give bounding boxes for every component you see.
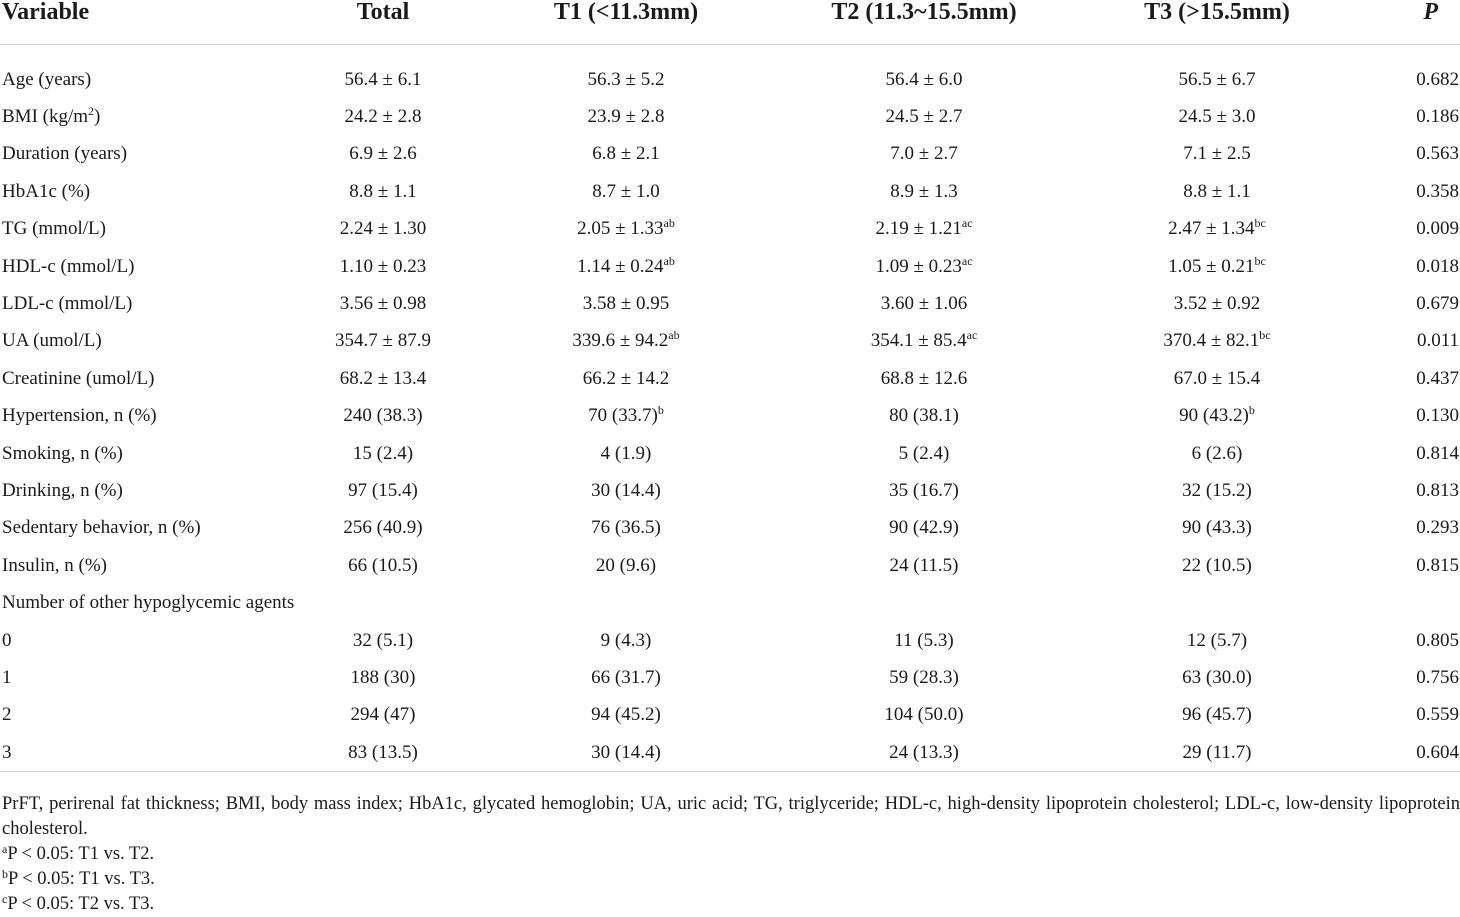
label-text: Duration (years): [2, 143, 128, 165]
cell-total: [283, 510, 483, 547]
cell-value: 294 (47): [350, 704, 416, 726]
cell-t1: [483, 173, 769, 210]
row-label: [0, 510, 283, 547]
cell-value: 67.0 ± 15.4: [1173, 367, 1261, 389]
row-label: [0, 659, 283, 696]
cell-value: 6.9 ± 2.6: [349, 143, 417, 165]
cell-total: [283, 211, 483, 248]
label-text: 1: [2, 666, 12, 688]
row-label: [0, 173, 283, 210]
cell-value: 240 (38.3): [343, 405, 423, 427]
label-text: HbA1c (%): [2, 180, 91, 202]
label-text: Drinking, n (%): [2, 479, 123, 501]
cell-total: [283, 61, 483, 98]
cell-p-value: [1355, 323, 1460, 360]
cell-total: [283, 697, 483, 734]
cell-p-value: [1355, 173, 1460, 210]
table-row: [0, 285, 1460, 322]
row-label: [0, 398, 283, 435]
p-value: 0.756: [1416, 666, 1459, 688]
header-t1: T1 (<11.3mm): [483, 0, 769, 45]
p-value: 0.563: [1416, 143, 1459, 165]
cell-p-value: [1355, 211, 1460, 248]
cell-t3: [1079, 173, 1355, 210]
significance-mark: bc: [1254, 216, 1266, 231]
table-row: [0, 659, 1460, 696]
footnote-a: [2, 842, 1460, 867]
significance-mark: bc: [1254, 253, 1266, 268]
p-value: 0.018: [1416, 255, 1459, 277]
footnote-b: [2, 867, 1460, 892]
cell-t1: [483, 248, 769, 285]
cell-value: 339.6 ± 94.2: [572, 330, 669, 352]
row-label: [0, 547, 283, 584]
cell-t3: [1079, 61, 1355, 98]
cell-p-value: [1355, 472, 1460, 509]
cell-t3: [1079, 285, 1355, 322]
cell-t3: [1079, 622, 1355, 659]
cell-t2: [769, 323, 1079, 360]
cell-t1: [483, 61, 769, 98]
cell-t2: [769, 98, 1079, 135]
cell-t3: [1079, 697, 1355, 734]
cell-value: 2.19 ± 1.21: [875, 218, 962, 240]
cell-value: 97 (15.4): [348, 479, 418, 501]
cell-t1: [483, 734, 769, 772]
cell-value: 1.14 ± 0.24: [577, 255, 664, 277]
row-label: [0, 472, 283, 509]
cell-value: 4 (1.9): [600, 442, 652, 464]
cell-p-value: [1355, 248, 1460, 285]
cell-t1: [483, 472, 769, 509]
p-value: 0.186: [1416, 106, 1459, 128]
cell-t1: [483, 136, 769, 173]
cell-value: 2.05 ± 1.33: [577, 218, 664, 240]
cell-value: 76 (36.5): [591, 517, 661, 539]
cell-t1: [483, 211, 769, 248]
cell-p-value: [1355, 697, 1460, 734]
cell-p-value: [1355, 622, 1460, 659]
table-header: [0, 0, 1460, 45]
cell-value: 8.8 ± 1.1: [1183, 180, 1251, 202]
cell-t1: [483, 360, 769, 397]
cell-value: 7.0 ± 2.7: [890, 143, 958, 165]
cell-t1: [483, 398, 769, 435]
group-label: Number of other hypoglycemic agents: [2, 592, 295, 614]
cell-value: 23.9 ± 2.8: [587, 106, 665, 128]
cell-value: 24.5 ± 2.7: [885, 106, 963, 128]
header-row: [0, 0, 1460, 45]
cell-t3: [1079, 659, 1355, 696]
cell-value: 63 (30.0): [1182, 666, 1252, 688]
cell-t2: [769, 659, 1079, 696]
significance-mark: ab: [663, 216, 675, 231]
cell-value: 2.47 ± 1.34: [1168, 218, 1255, 240]
cell-t3: [1079, 734, 1355, 772]
label-text: Sedentary behavior, n (%): [2, 517, 201, 539]
footnote-mark: c: [2, 892, 8, 906]
label-text: 2: [2, 704, 12, 726]
cell-value: 29 (11.7): [1182, 741, 1252, 763]
row-label: [0, 98, 283, 135]
row-label: [0, 136, 283, 173]
cell-value: 96 (45.7): [1182, 704, 1252, 726]
cell-total: [283, 173, 483, 210]
row-label: [0, 211, 283, 248]
table-row: [0, 472, 1460, 509]
cell-t2: [769, 360, 1079, 397]
cell-value: 354.1 ± 85.4: [870, 330, 967, 352]
cell-value: 80 (38.1): [889, 405, 959, 427]
cell-total: [283, 136, 483, 173]
p-value: 0.009: [1416, 218, 1459, 240]
header-spacer: [0, 45, 1460, 62]
table-row: [0, 323, 1460, 360]
table-row: [0, 734, 1460, 772]
cell-t2: [769, 734, 1079, 772]
cell-t2: [769, 136, 1079, 173]
cell-value: 8.9 ± 1.3: [890, 180, 958, 202]
significance-mark: b: [657, 403, 664, 418]
significance-mark: b: [1248, 403, 1255, 418]
cell-value: 3.52 ± 0.92: [1173, 293, 1261, 315]
cell-total: [283, 547, 483, 584]
cell-t2: [769, 510, 1079, 547]
p-value: 0.130: [1416, 405, 1459, 427]
header-p-value: P: [1355, 0, 1460, 45]
cell-value: 6.8 ± 2.1: [592, 143, 660, 165]
cell-total: [283, 435, 483, 472]
cell-value: 32 (5.1): [352, 629, 414, 651]
cell-total: [283, 323, 483, 360]
header-t3: T3 (>15.5mm): [1079, 0, 1355, 45]
row-label: [0, 697, 283, 734]
cell-total: [283, 248, 483, 285]
cell-value: 56.4 ± 6.0: [885, 68, 963, 90]
cell-total: [283, 659, 483, 696]
table-row: [0, 136, 1460, 173]
table-row: [0, 211, 1460, 248]
cell-t1: [483, 622, 769, 659]
cell-t3: [1079, 248, 1355, 285]
row-label: [0, 435, 283, 472]
cell-value: 3.58 ± 0.95: [582, 293, 670, 315]
cell-value: 5 (2.4): [898, 442, 950, 464]
cell-t1: [483, 697, 769, 734]
table-row: [0, 547, 1460, 584]
label-text: TG (mmol/L): [2, 218, 106, 240]
cell-t2: [769, 211, 1079, 248]
cell-value: 83 (13.5): [348, 741, 418, 763]
footnote-mark: a: [2, 842, 8, 856]
cell-value: 30 (14.4): [591, 741, 661, 763]
table-row: [0, 398, 1460, 435]
cell-total: [283, 622, 483, 659]
cell-value: 1.05 ± 0.21: [1168, 255, 1255, 277]
footnote-text: P < 0.05: T2 vs. T3.: [7, 894, 155, 914]
cell-t3: [1079, 98, 1355, 135]
p-value: 0.682: [1416, 68, 1459, 90]
cell-value: 104 (50.0): [884, 704, 964, 726]
table-row: [0, 697, 1460, 734]
table-row: [0, 61, 1460, 98]
cell-value: 56.5 ± 6.7: [1178, 68, 1256, 90]
cell-p-value: [1355, 360, 1460, 397]
cell-t1: [483, 323, 769, 360]
cell-value: 9 (4.3): [600, 629, 652, 651]
cell-t1: [483, 98, 769, 135]
cell-p-value: [1355, 398, 1460, 435]
footnote-c: [2, 892, 1460, 917]
cell-value: 3.56 ± 0.98: [339, 293, 427, 315]
p-value: 0.358: [1416, 180, 1459, 202]
cell-p-value: [1355, 734, 1460, 772]
row-label: [0, 248, 283, 285]
table-row: [0, 510, 1460, 547]
cell-value: 24 (13.3): [889, 741, 959, 763]
significance-mark: ac: [966, 328, 978, 343]
significance-mark: ab: [668, 328, 680, 343]
p-value: 0.815: [1416, 554, 1459, 576]
cell-p-value: [1355, 61, 1460, 98]
cell-value: 12 (5.7): [1186, 629, 1248, 651]
cell-t3: [1079, 472, 1355, 509]
label-text: Hypertension, n (%): [2, 405, 157, 427]
cell-value: 22 (10.5): [1182, 554, 1252, 576]
row-label: [0, 622, 283, 659]
cell-t3: [1079, 398, 1355, 435]
cell-value: 256 (40.9): [343, 517, 423, 539]
cell-value: 90 (43.2): [1179, 405, 1249, 427]
p-value: 0.813: [1416, 479, 1459, 501]
cell-t3: [1079, 547, 1355, 584]
label-text: UA (umol/L): [2, 330, 102, 352]
cell-t1: [483, 547, 769, 584]
cell-value: 35 (16.7): [889, 479, 959, 501]
cell-p-value: [1355, 98, 1460, 135]
table-row: [0, 360, 1460, 397]
cell-value: 56.4 ± 6.1: [344, 68, 422, 90]
label-text: HDL-c (mmol/L): [2, 255, 135, 277]
row-label: [0, 61, 283, 98]
cell-t3: [1079, 435, 1355, 472]
cell-value: 1.09 ± 0.23: [875, 255, 962, 277]
label-superscript: 2: [88, 104, 95, 119]
cell-t2: [769, 173, 1079, 210]
row-label: [0, 323, 283, 360]
cell-value: 68.2 ± 13.4: [339, 367, 427, 389]
cell-value: 188 (30): [350, 666, 416, 688]
cell-value: 2.24 ± 1.30: [339, 218, 427, 240]
label-text: Smoking, n (%): [2, 442, 123, 464]
cell-value: 32 (15.2): [1182, 479, 1252, 501]
abbreviations-note: PrFT, perirenal fat thickness; BMI, body mass index; HbA1c, glycated hemoglobin; UA, uric acid; TG, triglyceride; HDL-c, high-density lipoprotein cholesterol; LDL-c, low-density lipoprotein cholesterol.: [2, 794, 1460, 839]
cell-value: 3.60 ± 1.06: [880, 293, 968, 315]
table-body: [0, 45, 1460, 772]
label-text: Creatinine (umol/L): [2, 367, 155, 389]
p-value: 0.814: [1416, 442, 1459, 464]
cell-value: 94 (45.2): [591, 704, 661, 726]
cell-t2: [769, 472, 1079, 509]
label-text: 0: [2, 629, 12, 651]
p-value: 0.604: [1416, 741, 1459, 763]
cell-value: 11 (5.3): [894, 629, 954, 651]
cell-value: 68.8 ± 12.6: [880, 367, 968, 389]
table-row: [0, 435, 1460, 472]
cell-t2: [769, 697, 1079, 734]
cell-value: 8.7 ± 1.0: [592, 180, 660, 202]
p-value: 0.679: [1416, 293, 1459, 315]
cell-value: 66.2 ± 14.2: [582, 367, 670, 389]
cell-value: 70 (33.7): [588, 405, 658, 427]
p-value: 0.805: [1416, 629, 1459, 651]
label-text: LDL-c (mmol/L): [2, 293, 133, 315]
cell-p-value: [1355, 510, 1460, 547]
cell-total: [283, 360, 483, 397]
cell-value: 66 (31.7): [591, 666, 661, 688]
cell-value: 7.1 ± 2.5: [1183, 143, 1251, 165]
cell-p-value: [1355, 547, 1460, 584]
cell-t3: [1079, 510, 1355, 547]
header-total: Total: [283, 0, 483, 45]
cell-t1: [483, 659, 769, 696]
cell-p-value: [1355, 285, 1460, 322]
cell-value: 6 (2.6): [1191, 442, 1243, 464]
footnote-text: P < 0.05: T1 vs. T3.: [8, 869, 155, 889]
cell-value: 1.10 ± 0.23: [339, 255, 427, 277]
cell-total: [283, 98, 483, 135]
spacer-cell: [0, 45, 1460, 62]
footnote-mark: b: [2, 867, 8, 881]
cell-t1: [483, 435, 769, 472]
table-row: [0, 173, 1460, 210]
p-value: 0.293: [1416, 517, 1459, 539]
header-t2: T2 (11.3~15.5mm): [769, 0, 1079, 45]
table-row: [0, 98, 1460, 135]
cell-value: 8.8 ± 1.1: [349, 180, 417, 202]
cell-total: [283, 285, 483, 322]
cell-t2: [769, 435, 1079, 472]
cell-value: 24.5 ± 3.0: [1178, 106, 1256, 128]
cell-value: 20 (9.6): [595, 554, 657, 576]
row-label: [0, 285, 283, 322]
significance-mark: bc: [1259, 328, 1271, 343]
cell-t2: [769, 547, 1079, 584]
cell-t2: [769, 61, 1079, 98]
table-group-row: [0, 584, 1460, 621]
p-value: 0.559: [1416, 704, 1459, 726]
cell-value: 15 (2.4): [352, 442, 414, 464]
cell-value: 90 (43.3): [1182, 517, 1252, 539]
cell-total: [283, 398, 483, 435]
cell-p-value: [1355, 659, 1460, 696]
row-label: [0, 734, 283, 772]
cell-value: 354.7 ± 87.9: [335, 330, 431, 352]
label-text: 3: [2, 741, 12, 763]
cell-t1: [483, 285, 769, 322]
cell-t1: [483, 510, 769, 547]
cell-p-value: [1355, 136, 1460, 173]
significance-mark: ac: [961, 216, 973, 231]
p-value: 0.437: [1416, 367, 1459, 389]
cell-value: 24.2 ± 2.8: [344, 106, 422, 128]
cell-value: 24 (11.5): [889, 554, 959, 576]
label-text: BMI (kg/m: [2, 106, 89, 128]
p-value: 0.011: [1416, 330, 1459, 352]
cell-value: 66 (10.5): [348, 554, 418, 576]
cell-value: 90 (42.9): [889, 517, 959, 539]
table-notes: [0, 788, 1460, 917]
label-suffix: ): [94, 106, 101, 128]
cell-value: 370.4 ± 82.1: [1163, 330, 1260, 352]
cell-t3: [1079, 211, 1355, 248]
significance-mark: ab: [663, 253, 675, 268]
header-variable: Variable: [0, 0, 283, 45]
cell-t2: [769, 285, 1079, 322]
cell-t2: [769, 248, 1079, 285]
cell-value: 56.3 ± 5.2: [587, 68, 665, 90]
cell-t3: [1079, 360, 1355, 397]
cell-value: 59 (28.3): [889, 666, 959, 688]
cell-p-value: [1355, 435, 1460, 472]
footnote-text: P < 0.05: T1 vs. T2.: [7, 844, 155, 864]
significance-mark: ac: [961, 253, 973, 268]
cell-total: [283, 472, 483, 509]
row-label: [0, 360, 283, 397]
label-text: Insulin, n (%): [2, 554, 108, 576]
table-row: [0, 622, 1460, 659]
cell-total: [283, 734, 483, 772]
cell-t2: [769, 398, 1079, 435]
table-row: [0, 248, 1460, 285]
cell-t3: [1079, 323, 1355, 360]
label-text: Age (years): [2, 68, 92, 90]
cell-value: 30 (14.4): [591, 479, 661, 501]
cell-t2: [769, 622, 1079, 659]
cell-t3: [1079, 136, 1355, 173]
